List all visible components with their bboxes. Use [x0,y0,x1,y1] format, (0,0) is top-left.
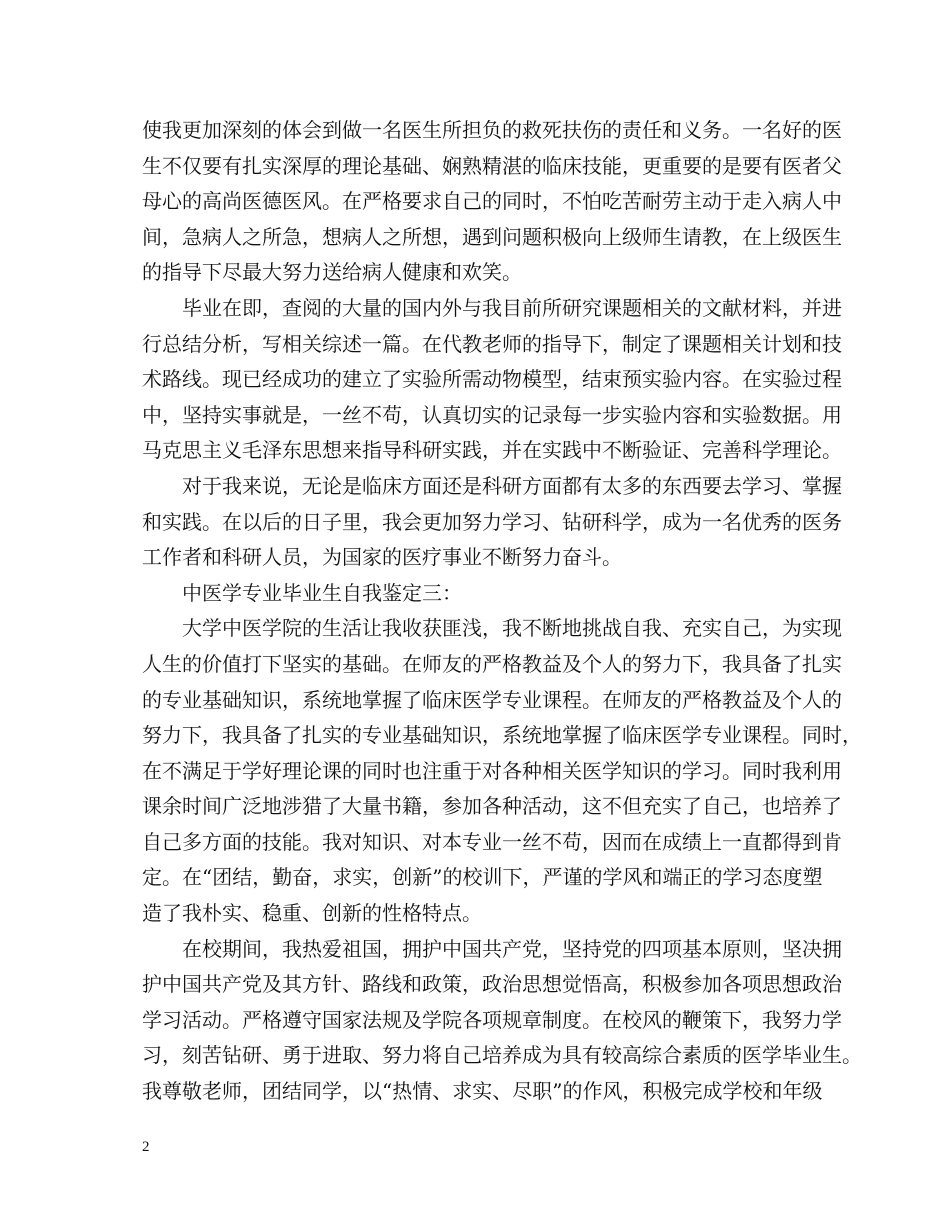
text-line: 母心的高尚医德医风。在严格要求自己的同时，不怕吃苦耐劳主动于走入病人中 [142,189,842,214]
text-line: 中，坚持实事就是，一丝不苟，认真切实的记录每一步实验内容和实验数据。用 [142,402,842,427]
text-line: 马克思主义毛泽东思想来指导科研实践，并在实践中不断验证、完善科学理论。 [142,438,842,463]
body-text [142,113,862,1110]
text-line: 大学中医学院的生活让我收获匪浅，我不断地挑战自我、充实自己，为实现 [182,616,842,641]
text-line: 间，急病人之所急，想病人之所想，遇到问题积极向上级师生请教，在上级医生 [142,224,842,249]
text-line: 习，刻苦钻研、勇于进取、努力将自己培养成为具有较高综合素质的医学毕业生。 [142,1043,862,1068]
text-line: 的专业基础知识，系统地掌握了临床医学专业课程。在师友的严格教益及个人的 [142,687,842,712]
text-line: 护中国共产党及其方针、路线和政策，政治思想觉悟高，积极参加各项思想政治 [142,972,842,997]
page-number: 2 [142,1139,150,1155]
text-line: 工作者和科研人员，为国家的医疗事业不断努力奋斗。 [142,545,622,570]
text-line: 人生的价值打下坚实的基础。在师友的严格教益及个人的努力下，我具备了扎实 [142,651,842,676]
text-line: 术路线。现已经成功的建立了实验所需动物模型，结束预实验内容。在实验过程 [142,367,842,392]
text-line: 造了我朴实、稳重、创新的性格特点。 [142,901,482,926]
text-line: 努力下，我具备了扎实的专业基础知识，系统地掌握了临床医学专业课程。同时， [142,723,862,748]
text-line: 的指导下尽最大努力送给病人健康和欢笑。 [142,260,522,285]
text-line: 自己多方面的技能。我对知识、对本专业一丝不苟，因而在成绩上一直都得到肯 [142,829,842,854]
text-line: 行总结分析，写相关综述一篇。在代教老师的指导下，制定了课题相关计划和技 [142,331,842,356]
text-line: 在不满足于学好理论课的同时也注重于对各种相关医学知识的学习。同时我利用 [142,758,842,783]
text-line: 定。在“团结，勤奋，求实，创新”的校训下，严谨的学风和端正的学习态度塑 [142,865,823,890]
text-line: 生不仅要有扎实深厚的理论基础、娴熟精湛的临床技能，更重要的是要有医者父 [142,153,842,178]
text-line: 和实践。在以后的日子里，我会更加努力学习、钻研科学，成为一名优秀的医务 [142,509,842,534]
text-line: 中医学专业毕业生自我鉴定三： [182,580,462,605]
text-line: 学习活动。严格遵守国家法规及学院各项规章制度。在校风的鞭策下，我努力学 [142,1007,842,1032]
text-line: 对于我来说，无论是临床方面还是科研方面都有太多的东西要去学习、掌握 [182,473,842,498]
text-line: 在校期间，我热爱祖国，拥护中国共产党，坚持党的四项基本原则，坚决拥 [182,936,842,961]
text-line: 我尊敬老师，团结同学，以“热情、求实、尽职”的作风，积极完成学校和年级 [142,1079,823,1104]
text-line: 使我更加深刻的体会到做一名医生所担负的救死扶伤的责任和义务。一名好的医 [142,118,842,142]
text-line: 毕业在即，查阅的大量的国内外与我目前所研究课题相关的文献材料，并进 [182,295,842,320]
text-line: 课余时间广泛地涉猎了大量书籍，参加各种活动，这不但充实了自己，也培养了 [142,794,842,819]
